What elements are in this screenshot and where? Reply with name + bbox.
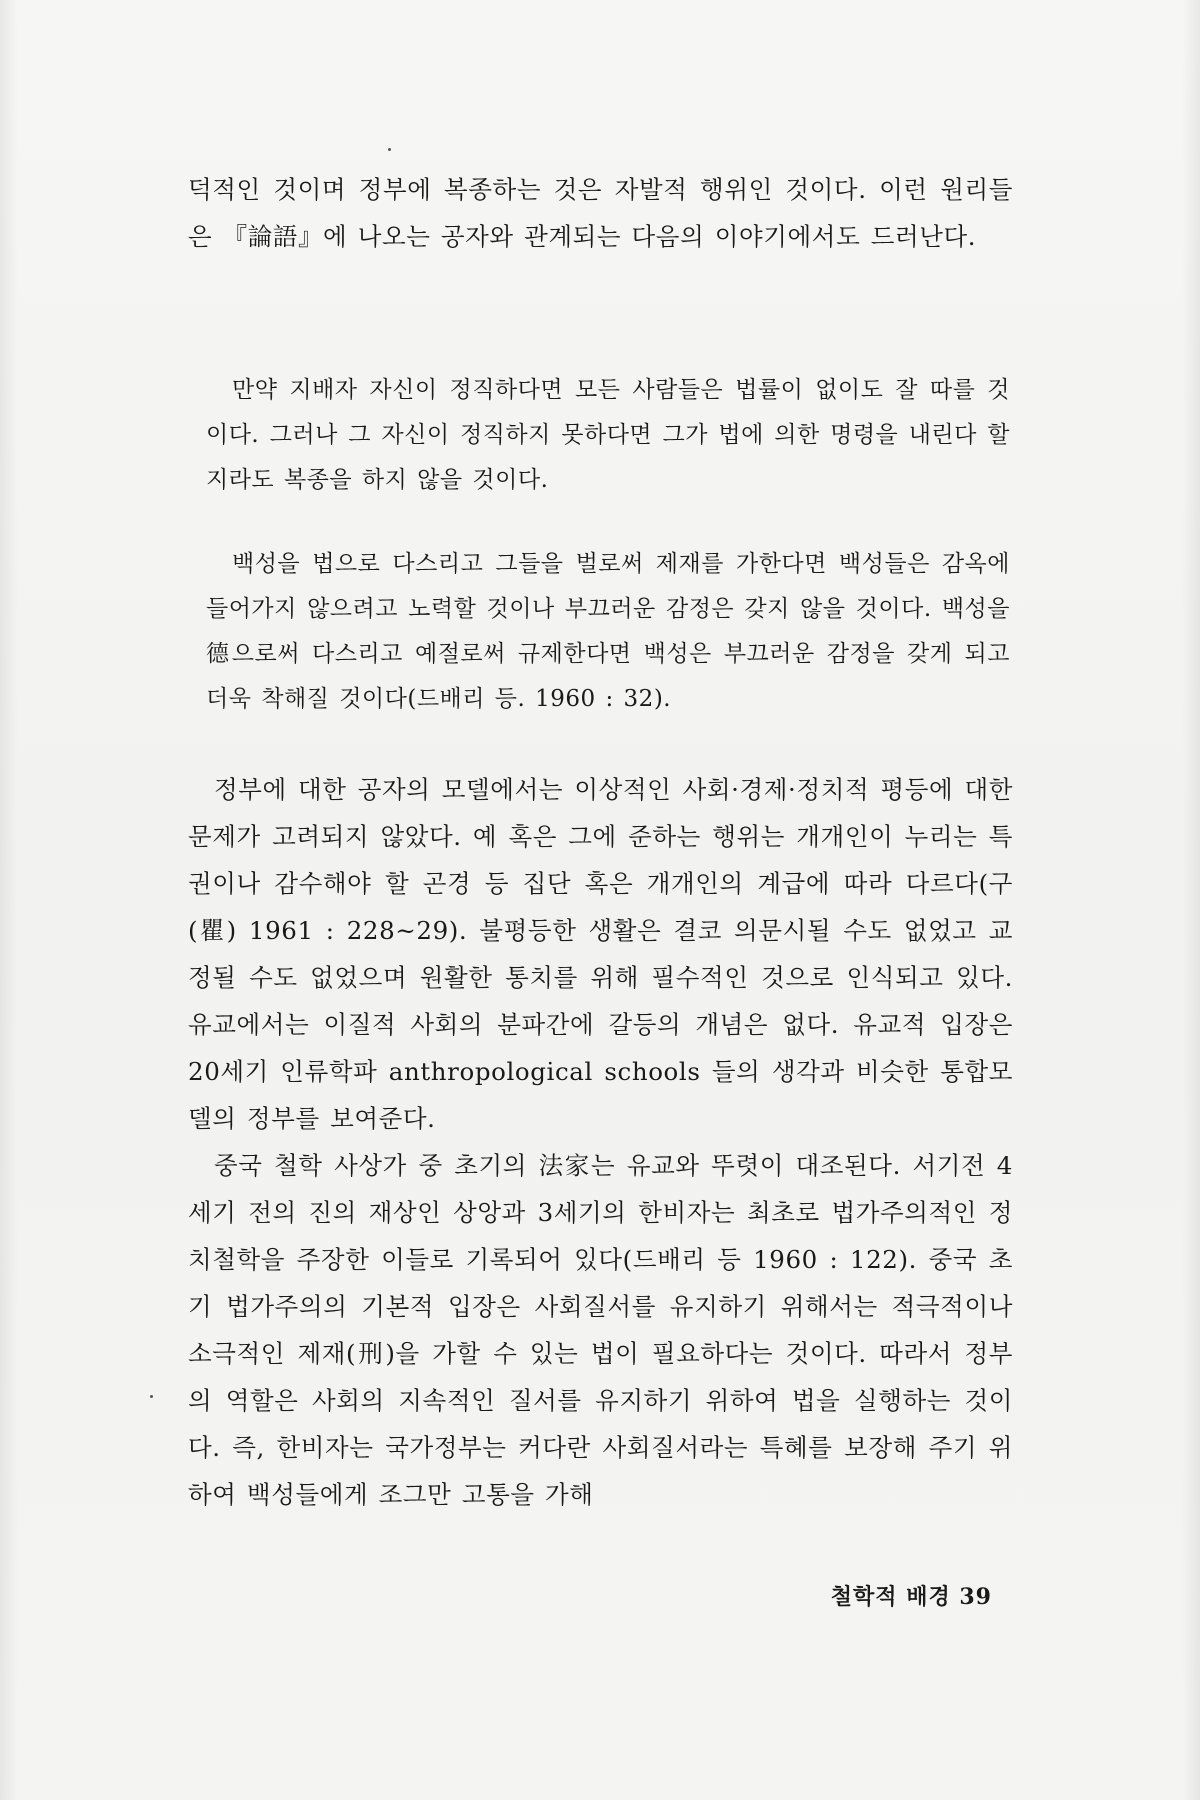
scan-shadow-left (0, 0, 18, 1800)
block-quote-1 (206, 368, 1010, 503)
opening-text (188, 166, 1013, 260)
body-paragraph: 정부에 대한 공자의 모델에서는 이상적인 사회·경제·정치적 평등에 대한 문제가 고려되지 않았다. 예 혹은 그에 준하는 행위는 개개인이 누리는 특권이나 감수해야 할 곤경 등 집단 혹은 개개인의 계급에 따라 다르다(구(瞿) 1961 : 228~29). 불평등한 생활은 결코 의문시될 수도 없었고 교정될 수도 없었으며 원활한 통치를 위해 필수적인 것으로 인식되고 있다. 유교에서는 이질적 사회의 분파간에 갈등의 개념은 없다. 유교적 입장은 20세기 인류학파 anthropological schools 들의 생각과 비슷한 통합모델의 정부를 보여준다. (188, 775, 1013, 1133)
quote-paragraph: 백성을 법으로 다스리고 그들을 벌로써 제재를 가한다면 백성들은 감옥에 들어가지 않으려고 노력할 것이나 부끄러운 감정은 갖지 않을 것이다. 백성을 德으로써 다스리고 예절로써 규제한다면 백성은 부끄러운 감정을 갖게 되고 더욱 착해질 것이다(드배리 등. 1960 : 32). (206, 551, 1010, 712)
scan-shadow-right (1182, 0, 1200, 1800)
scan-speck (388, 148, 391, 151)
body-text (188, 766, 1013, 1518)
quote-paragraph: 만약 지배자 자신이 정직하다면 모든 사람들은 법률이 없이도 잘 따를 것이다. 그러나 그 자신이 정직하지 못하다면 그가 법에 의한 명령을 내린다 할지라도 복종을 하지 않을 것이다. (206, 377, 1010, 493)
body-paragraph: 중국 철학 사상가 중 초기의 法家는 유교와 뚜렷이 대조된다. 서기전 4세기 전의 진의 재상인 상앙과 3세기의 한비자는 최초로 법가주의적인 정치철학을 주장한 이들로 기록되어 있다(드배리 등 1960 : 122). 중국 초기 법가주의의 기본적 입장은 사회질서를 유지하기 위해서는 적극적이나 소극적인 제재(刑)을 가할 수 있는 법이 필요하다는 것이다. 따라서 정부의 역할은 사회의 지속적인 질서를 유지하기 위하여 법을 실행하는 것이다. 즉, 한비자는 국가정부는 커다란 사회질서라는 특혜를 보장해 주기 위하여 백성들에게 조그만 고통을 가해 (188, 1151, 1013, 1509)
scan-speck (150, 1395, 153, 1398)
running-footer-page-number: 철학적 배경 39 (830, 1584, 992, 1610)
block-quote-2 (206, 542, 1010, 722)
paragraph-continuation: 덕적인 것이며 정부에 복종하는 것은 자발적 행위인 것이다. 이런 원리들은 『論語』에 나오는 공자와 관계되는 다음의 이야기에서도 드러난다. (188, 175, 1013, 251)
